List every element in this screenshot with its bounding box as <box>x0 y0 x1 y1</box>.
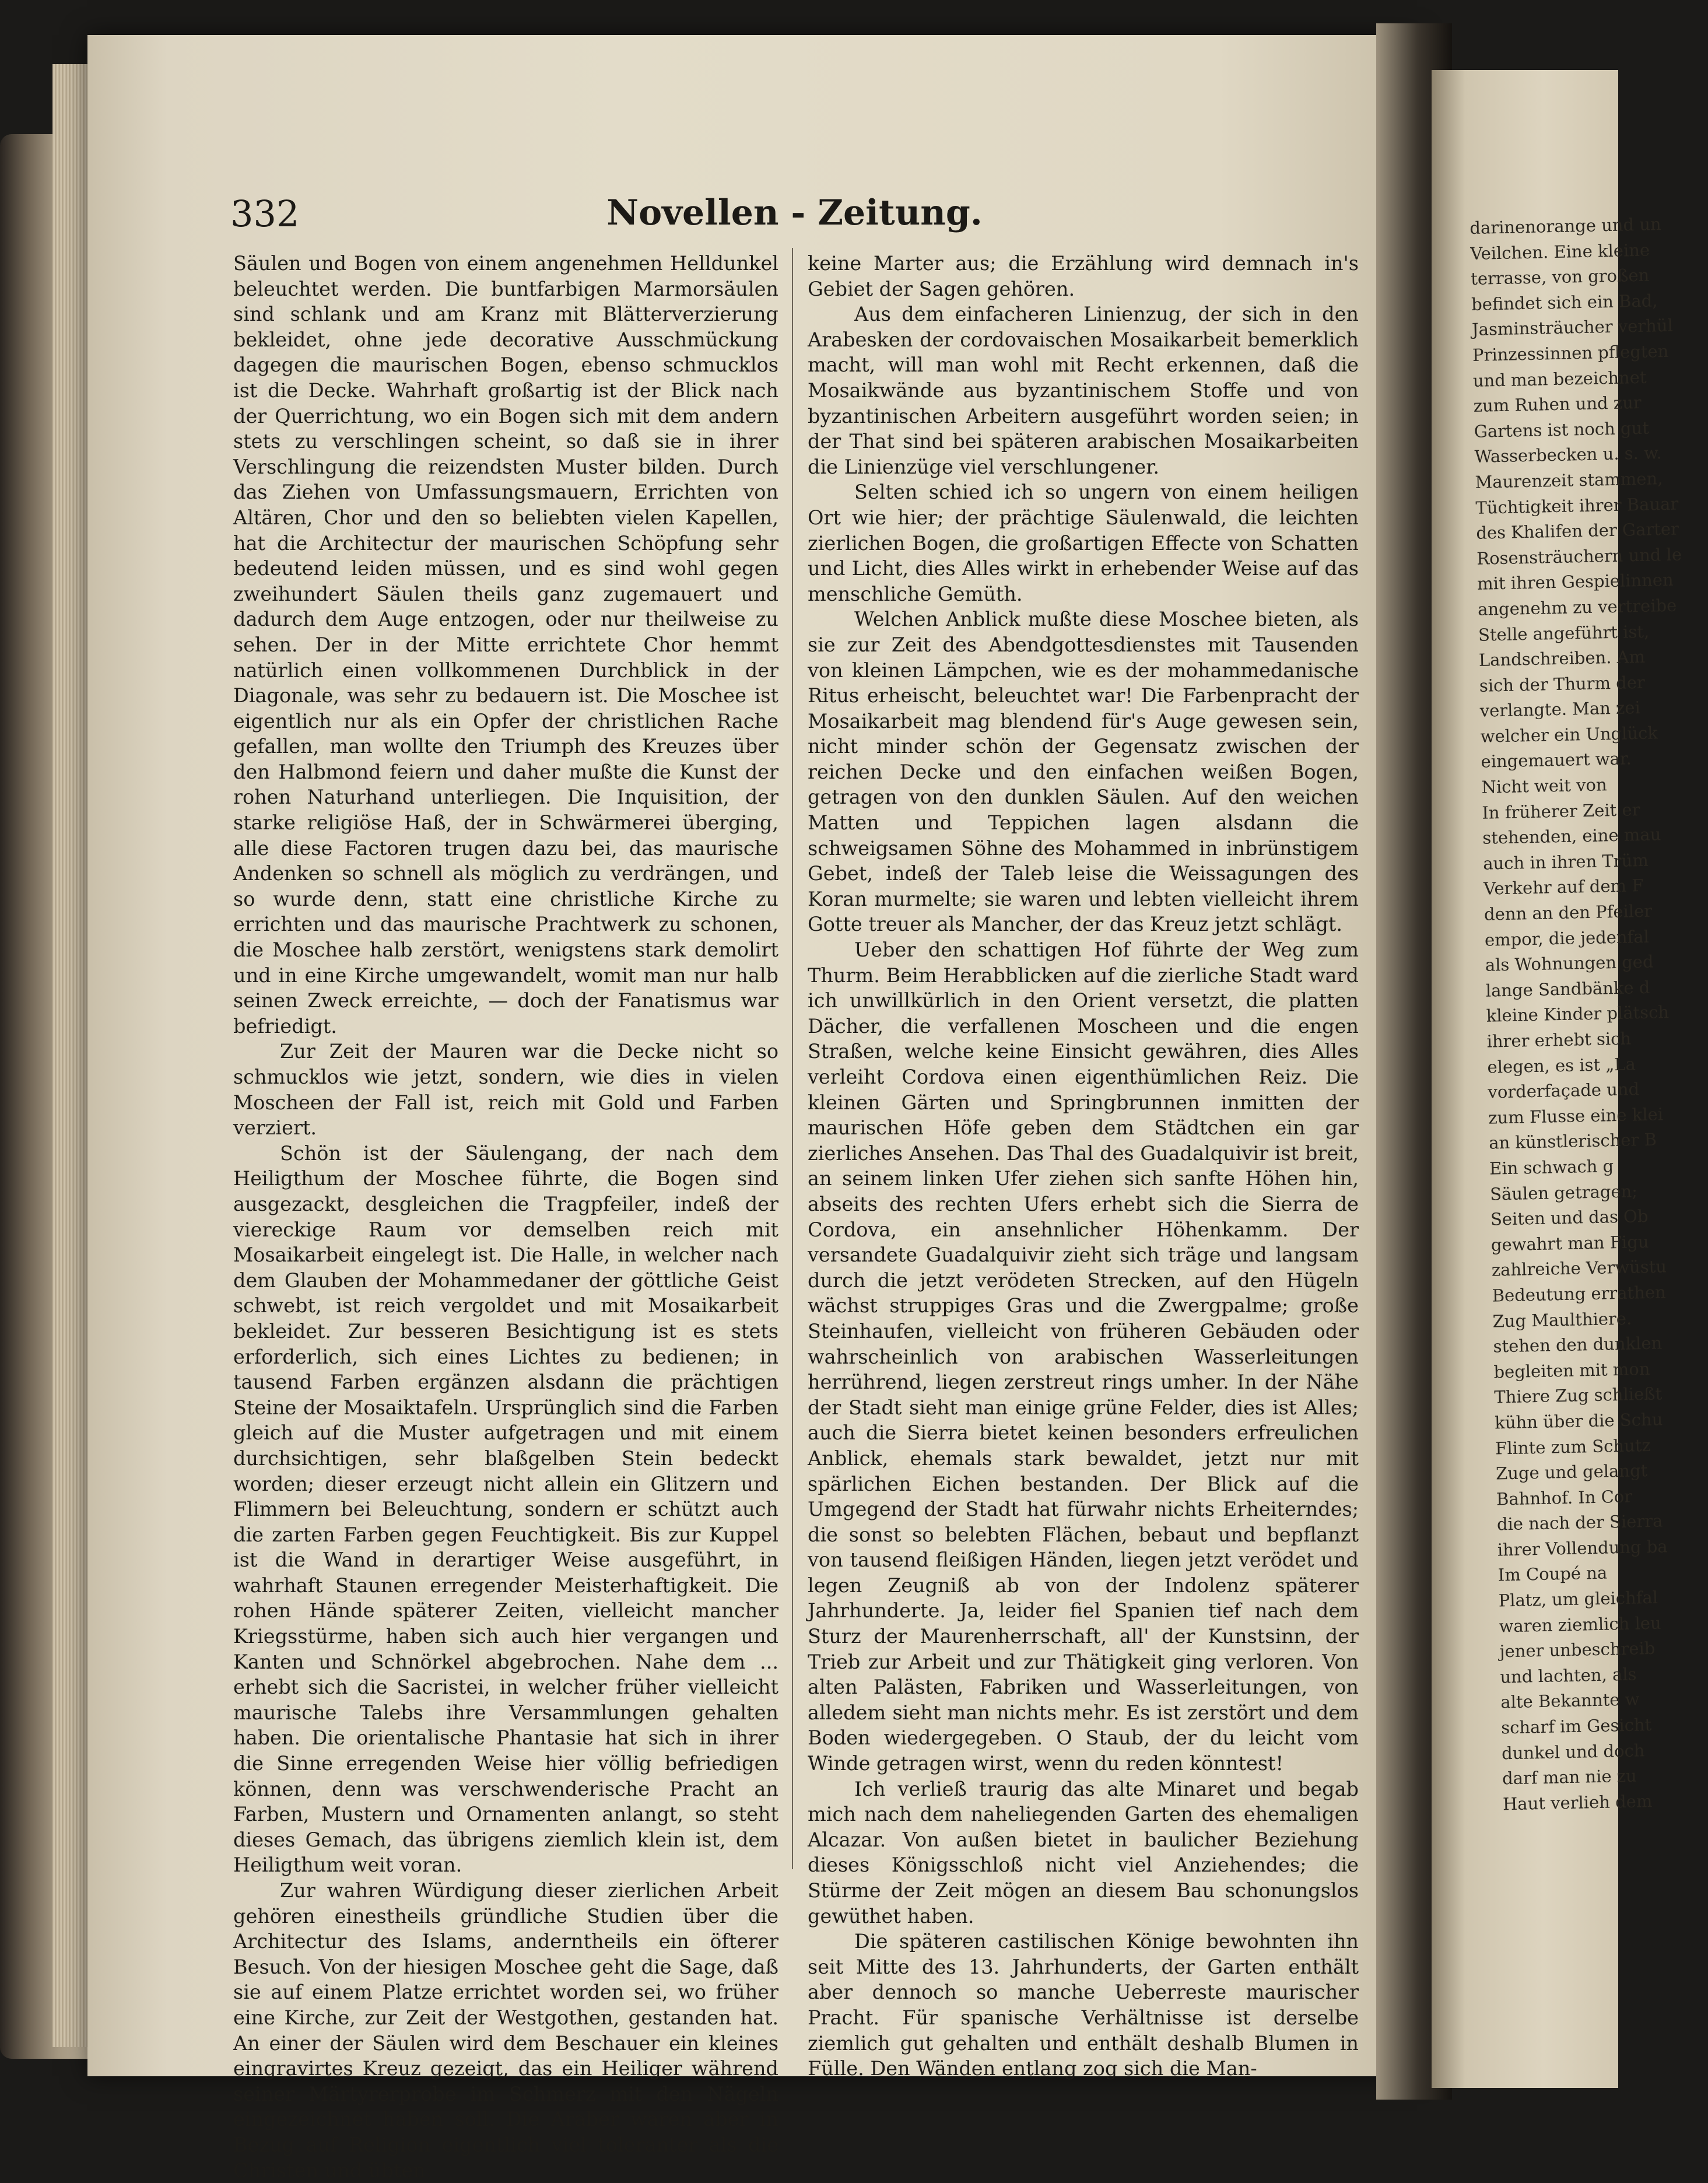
facing-page-line: Jasminsträucher verhül <box>1471 316 1674 340</box>
facing-page-line: terrasse, von großen <box>1470 265 1650 289</box>
paragraph: Zur Zeit der Mauren war die Decke nicht so schmucklos wie jetzt, sondern, wie dies in vielen Moscheen der Fall ist, reich mit Gold und Farben verziert. <box>233 1040 778 1140</box>
facing-page-line: verlangte. Man zei <box>1479 698 1641 721</box>
facing-page-line: die nach der Sierra <box>1496 1511 1663 1534</box>
facing-page-line: Prinzessinnen pflegten <box>1472 341 1669 365</box>
facing-page-line: zum Flusse eine klei <box>1488 1104 1664 1128</box>
facing-page-line: begleiten mit mon <box>1493 1358 1650 1382</box>
facing-page-line: Nicht weit von <box>1481 775 1607 797</box>
facing-page-line: Gartens ist noch gut <box>1474 418 1650 441</box>
paragraph: Aus dem einfacheren Linienzug, der sich in den Arabesken der cordovaischen Mosaikarbeit bemerklich macht, will man wohl mit Recht erkennen, daß die Mosaikwände aus byzantinischem Stoffe und von byzantinischen Arbeitern ausgeführt worden seien; in der That sind bei späteren arabischen Mosaikarbeiten die Linienzüge viel verschlungener. <box>808 303 1359 478</box>
facing-page-line: Haut verlieh dem <box>1502 1790 1653 1814</box>
facing-page-line: sich der Thurm der <box>1479 672 1646 696</box>
facing-page-line: dunkel und doch <box>1501 1740 1645 1764</box>
facing-page-line: Maurenzeit stammen, <box>1475 468 1663 492</box>
facing-page-line: des Khalifen der Garter <box>1476 518 1679 544</box>
facing-page-line: scharf im Gesicht <box>1500 1715 1652 1738</box>
facing-page-line: angenehm zu vertreibe <box>1477 595 1677 619</box>
facing-page-line: stehenden, eine mau <box>1482 824 1661 849</box>
facing-page-line: alte Bekannte w <box>1500 1689 1640 1712</box>
facing-page-line: Tüchtigkeit ihrer Bauar <box>1475 493 1679 518</box>
running-title: Novellen - Zeitung. <box>606 192 983 233</box>
paragraph: keine Marter aus; die Erzählung wird demnach in's Gebiet der Sagen gehören. <box>808 252 1359 300</box>
text-column-right <box>808 251 1359 2082</box>
facing-page-line: stehen den dunklen <box>1493 1333 1663 1357</box>
facing-page-line: und man bezeichnet <box>1472 367 1647 391</box>
facing-page-line: Rosensträuchern und le <box>1476 544 1682 569</box>
facing-page-line: und lachten, als <box>1500 1664 1637 1687</box>
facing-page-line: an künstlerischer B <box>1488 1130 1657 1154</box>
facing-page-line: Säulen getragen; <box>1489 1180 1638 1204</box>
facing-page-line: Wasserbecken u. s. w. <box>1474 443 1662 467</box>
facing-page-line: Seiten und das Ob <box>1490 1206 1649 1229</box>
page-number: 332 <box>230 192 300 235</box>
facing-page-line: empor, die jedenfal <box>1484 926 1650 950</box>
paragraph: Die späteren castilischen Könige bewohnten ihn seit Mitte des 13. Jahrhunderts, der Garten enthält aber dennoch so manche Ueberreste maurischer Pracht. Für spanische Verhältnisse ist derselbe ziemlich gut gehalten und enthält deshalb Blumen in Fülle. Den Wänden entlang zog sich die Man- <box>808 1930 1359 2080</box>
facing-page-line: welcher ein Unglück <box>1480 723 1658 747</box>
facing-page-line: Platz, um gleichfal <box>1498 1587 1658 1611</box>
facing-page-line: kühn über die Schu <box>1494 1409 1663 1433</box>
facing-page-line: gewahrt man Figu <box>1490 1231 1649 1255</box>
text-column-left <box>233 251 778 2183</box>
facing-page-line: Zug Maulthiere. <box>1492 1308 1632 1331</box>
facing-page-line: elegen, es ist „La <box>1487 1053 1636 1077</box>
facing-page-line: zahlreiche Verwüstu <box>1491 1256 1667 1280</box>
facing-page-line: eingemauert war. <box>1481 748 1632 772</box>
paragraph: Ueber den schattigen Hof führte der Weg zum Thurm. Beim Herabblicken auf die zierliche Stadt ward ich unwillkürlich in den Orient versetzt, die platten Dächer, die verfallenen Moscheen und die engen Straßen, welche keine Einsicht gewähren, dies Alles verleiht Cordova einen eigenthümlichen Reiz. Die kleinen Gärten und Springbrunnen inmitten der maurischen Höfe geben dem Städtchen ein gar zierliches Ansehen. Das Thal des Guadalquivir ist breit, an seinem linken Ufer ziehen sich sanfte Höhen hin, abseits des rechten Ufers erhebt sich die Sierra de Cordova, ein ansehnlicher Höhenkamm. Der versandete Guadalquivir zieht sich träge und langsam durch die jetzt verödeten Strecken, auf den Hügeln wächst struppiges Gras und die Zwergpalme; große Steinhaufen, vielleicht von früheren Gebäuden oder wahrscheinlich von arabischen Wasserleitungen herrührend, liegen zerstreut rings umher. In der Nähe der Stadt sieht man einige grüne Felder, dies ist Alles; auch die Sierra bietet keinen besonders erfreulichen Anblick, ehemals stark bewaldet, jetzt nur mit spärlichen Eichen bestanden. Der Blick auf die Umgegend der Stadt hat fürwahr nichts Erheiterndes; die sonst so belebten Flächen, bebaut und bepflanzt von tausend fleißigen Händen, liegen jetzt verödet und legen Zeugniß ab von der Indolenz späterer Jahrhunderte. Ja, leider fiel Spanien tief nach dem Sturz der Maurenherrschaft, all' der Kunstsinn, der Trieb zur Arbeit und zur Thätigkeit ging verloren. Von alten Palästen, Fabriken und Wasserleitungen, von alledem sieht man nichts mehr. Es ist zerstört und dem Boden wiedergegeben. O Staub, der du leicht vom Winde getragen wirst, wenn du reden könntest! <box>808 938 1359 1775</box>
paragraph: Schön ist der Säulengang, der nach dem Heiligthum der Moschee führte, die Bogen sind ausgezackt, desgleichen die Tragpfeiler, indeß der viereckige Raum vor demselben reich mit Mosaikarbeit eingelegt ist. Die Halle, in welcher nach dem Glauben der Mohammedaner der göttliche Geist schwebt, ist reich vergoldet und mit Mosaikarbeit bekleidet. Zur besseren Besichtigung ist es stets erforderlich, sich eines Lichtes zu bedienen; in tausend Farben ergänzen alsdann die prächtigen Steine der Mosaiktafeln. Ursprünglich sind die Farben gleich auf die Muster aufgetragen und mit einem durchsichtigen, sehr blaßgelben Stein bedeckt worden; dieser erzeugt nicht allein ein Glitzern und Flimmern bei Beleuchtung, sondern er schützt auch die zarten Farben gegen Feuchtigkeit. Bis zur Kuppel ist die Wand in derartiger Weise ausgeführt, in wahrhaft Staunen erregender Meisterhaftigkeit. Die rohen Hände späterer Zeiten, vielleicht mancher Kriegsstürme, haben sich auch hier vergangen und Kanten und Schnörkel abgebrochen. Nahe dem ... erhebt sich die Sacristei, in welcher früher vielleicht maurische Talebs ihre Versammlungen gehalten haben. Die orientalische Phantasie hat sich in ihrer die Sinne erregenden Weise hier völlig befriedigen können, denn was verschwenderische Pracht an Farben, Mustern und Ornamenten anlangt, so steht dieses Gemach, das übrigens ziemlich klein ist, dem Heiligthum weit voran. <box>233 1141 778 1877</box>
facing-page-line: darinenorange und un <box>1469 214 1661 238</box>
facing-page-line: vorderfaçade und <box>1488 1079 1640 1102</box>
paragraph: Säulen und Bogen von einem angenehmen Helldunkel beleuchtet werden. Die buntfarbigen Marmorsäulen sind schlank und am Kranz mit Blätterverzierung bekleidet, ohne jede decorative Ausschmückung dagegen die maurischen Bogen, ebenso schmucklos ist die Decke. Wahrhaft großartig ist der Blick nach der Querrichtung, wo ein Bogen sich mit dem andern stets zu verschlingen scheint, so daß sie in ihrer Verschlingung die reizendsten Muster bilden. Durch das Ziehen von Umfassungsmauern, Errichten von Altären, Chor und den so beliebten vielen Kapellen, hat die Architectur der maurischen Schöpfung sehr bedeutend leiden müssen, und es sind wohl gegen zweihundert Säulen theils ganz zugemauert und dadurch dem Auge entzogen, oder nur theilweise zu sehen. Der in der Mitte errichtete Chor hemmt natürlich einen vollkommenen Durchblick in der Diagonale, was sehr zu bedauern ist. Die Moschee ist eigentlich nur als ein Opfer der christlichen Rache gefallen, man wollte den Triumph des Kreuzes über den Halbmond feiern und daher mußte die Kunst der rohen Naturhand unterliegen. Die Inquisition, der starke religiöse Haß, der in Schwärmerei überging, alle diese Factoren trugen dazu bei, das maurische Andenken so schnell als möglich zu verdrängen, und so wurde denn, statt eine christliche Kirche zu errichten und das maurische Prachtwerk zu schonen, die Moschee halb zerstört, wenigstens stark demolirt und in eine Kirche umgewandelt, womit man nur halb seinen Zweck erreichte, — doch der Fanatismus war befriedigt. <box>233 252 778 1038</box>
facing-page-line: zum Ruhen und zur <box>1473 393 1642 416</box>
facing-page-line: Bedeutung errathen <box>1492 1282 1667 1306</box>
facing-page-line: Stelle angeführt ist, <box>1478 621 1650 645</box>
facing-page-line: Ein schwach g <box>1489 1156 1614 1179</box>
facing-page-line: waren ziemlich leu <box>1499 1613 1662 1637</box>
facing-page-line: befindet sich ein Bad, <box>1471 290 1658 314</box>
facing-page-line: darf man nie zu <box>1502 1765 1637 1789</box>
facing-page-line: als Wohnungen ged <box>1485 951 1654 975</box>
facing-page-line: Bahnhof. In Cor <box>1496 1486 1633 1509</box>
facing-page-line: Im Coupé na <box>1497 1563 1608 1585</box>
facing-page-line: auch in ihren Trüm <box>1482 850 1649 874</box>
paragraph: Selten schied ich so ungern von einem heiligen Ort wie hier; der prächtige Säulenwald, die leichten zierlichen Bogen, die großartigen Effecte von Schatten und Licht, dies Alles wirkt in erhebender Weise auf das menschliche Gemüth. <box>808 481 1359 605</box>
facing-page-line: Landschreiben. Am <box>1478 646 1646 670</box>
paragraph: Welchen Anblick mußte diese Moschee bieten, als sie zur Zeit des Abendgottesdienstes mit Tausenden von kleinen Lämpchen, wie es der mohammedanische Ritus erheischt, beleuchtet war! Die Farbenpracht der Mosaikarbeit mag blendend für's Auge gewesen sein, nicht minder schön der Gegensatz zwischen der reichen Decke und den einfachen weißen Bogen, getragen von den dunklen Säulen. Auf den weichen Matten und Teppichen lagen alsdann die schweigsamen Söhne des Mohammed in inbrünstigem Gebet, indeß der Taleb leise die Weissagungen des Koran murmelte; sie waren und lebten vielleicht ihrem Gotte treuer als Mancher, der das Kreuz jetzt schlägt. <box>808 608 1359 936</box>
facing-page-line: Thiere Zug schließt <box>1494 1383 1663 1407</box>
paragraph: Zur wahren Würdigung dieser zierlichen Arbeit gehören einestheils gründliche Studien über die Architectur des Islams, anderntheils ein öfterer Besuch. Von der hiesigen Moschee geht die Sage, daß sie auf einem Platze errichtet worden sei, wo früher eine Kirche, zur Zeit der Westgothen, gestanden hat. An einer der Säulen wird dem Beschauer ein kleines eingravirtes Kreuz gezeigt, das ein Heiliger während seiner Märtyrerprobe im Schmerz mit den Nägeln eingezeichnet haben soll. Die Araber waren aber in Bezug auf Religion eigentlich viel toleranter als die Christen und übten <box>233 1879 778 2182</box>
page-header <box>230 192 1359 245</box>
paragraph: Ich verließ traurig das alte Minaret und begab mich nach dem naheliegenden Garten des ehemaligen Alcazar. Von außen bietet in baulicher Beziehung dieses Königsschloß nicht viel Anziehendes; die Stürme der Zeit mögen an diesem Bau schonungslos gewüthet haben. <box>808 1777 1359 1928</box>
facing-page-line: ihrer erhebt sich <box>1486 1028 1632 1052</box>
facing-page-line: mit ihren Gespielinnen <box>1476 570 1674 594</box>
facing-page-line: In früherer Zeit er <box>1482 799 1640 823</box>
facing-page-line: Zuge und gelangt <box>1495 1460 1648 1484</box>
facing-page-line: Verkehr auf dem F <box>1483 875 1644 899</box>
facing-page-line: Flinte zum Schutz <box>1495 1435 1651 1459</box>
facing-page-line: ihrer Vollendung ba <box>1497 1536 1668 1560</box>
facing-page-line: lange Sandbänke d <box>1485 977 1650 1001</box>
facing-page-line: Veilchen. Eine kleine <box>1469 240 1650 264</box>
facing-page-line: kleine Kinder plätsch <box>1486 1002 1670 1026</box>
facing-page-line: jener unbeschreib <box>1499 1638 1656 1662</box>
facing-page-line: denn an den Pfeiler <box>1483 900 1653 924</box>
column-divider <box>792 248 793 1869</box>
